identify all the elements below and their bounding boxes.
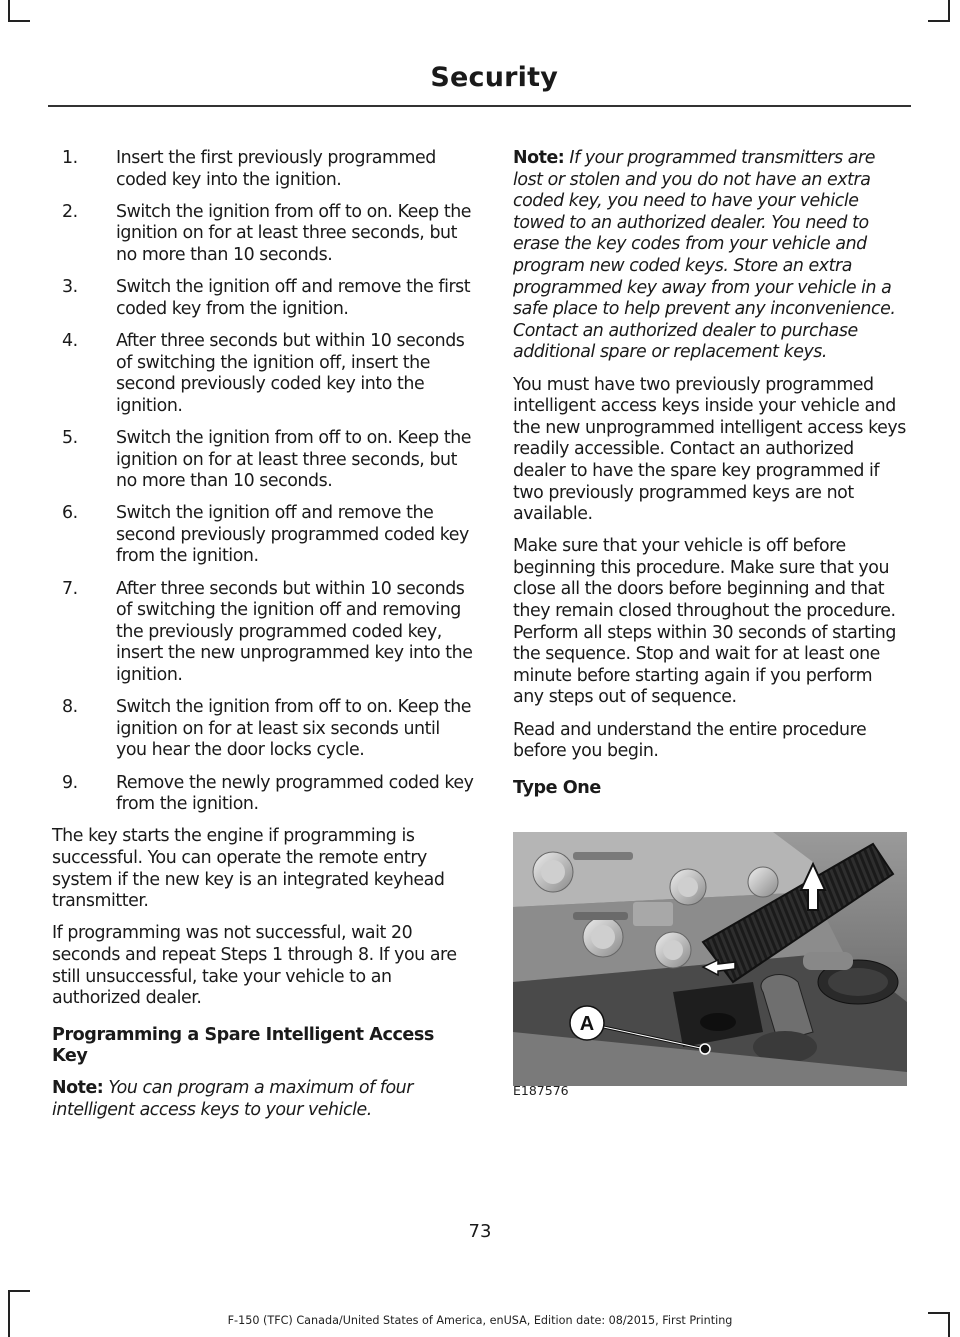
figure-code: E187576: [513, 1083, 569, 1098]
figure-console-illustration: [513, 832, 907, 1086]
step-text: Switch the ignition off and remove the second previously programmed coded key from the ignition.: [116, 503, 469, 567]
crop-mark: [948, 0, 950, 22]
crop-mark: [10, 1290, 30, 1292]
step-number: 4.: [62, 330, 78, 351]
note-label: Note:: [52, 1077, 104, 1098]
step-text: Remove the newly programmed coded key from the ignition.: [116, 772, 474, 815]
note-label: Note:: [513, 148, 565, 168]
header-divider: [48, 105, 911, 107]
list-item: [52, 773, 474, 816]
step-number: 3.: [62, 277, 78, 298]
success-paragraph: The key starts the engine if programming is successful. You can operate the remote entry system if the new key is an integrated keyhead transmitter.: [52, 826, 445, 912]
console-illustration: [513, 832, 907, 1086]
section-heading: Type One: [513, 777, 601, 798]
read-procedure-paragraph: Read and understand the entire procedure before you begin.: [513, 719, 867, 762]
requirements-paragraph: You must have two previously programmed intelligent access keys inside your vehicle and the new unprogrammed intelligent access keys readily accessible. Contact an authorized dealer to have the spare key programmed if two previously programmed keys are not available.: [513, 374, 906, 525]
note: [513, 148, 906, 364]
crop-mark: [928, 20, 948, 22]
note-text: If your programmed transmitters are lost or stolen and you do not have an extra coded key, you need to have your vehicle towed to an authorized dealer. You need to erase the key codes from your vehicle and program new coded keys. Store an extra programmed key away from your vehicle in a safe place to help prevent any inconvenience. Contact an authorized dealer to purchase additional spare or replacement keys.: [513, 148, 896, 363]
step-number: 2.: [62, 201, 78, 222]
list-item: [52, 428, 474, 493]
callout-a: [570, 1006, 604, 1040]
right-column: [513, 148, 906, 809]
failure-paragraph: If programming was not successful, wait 20 seconds and repeat Steps 1 through 8. If you are still unsuccessful, take your vehicle to an authorized dealer.: [52, 923, 457, 1009]
programming-steps-list: [52, 148, 474, 816]
callout-label: A: [579, 1013, 595, 1035]
step-number: 9.: [62, 772, 78, 793]
step-text: Switch the ignition from off to on. Keep the ignition on for at least six seconds until you hear the door locks cycle.: [116, 697, 472, 761]
step-text: Switch the ignition off and remove the first coded key from the ignition.: [116, 277, 471, 319]
step-number: 7.: [62, 578, 78, 599]
step-text: Switch the ignition from off to on. Keep the ignition on for at least three seconds, but no more than 10 seconds.: [116, 427, 472, 492]
preparation-paragraph: Make sure that your vehicle is off before beginning this procedure. Make sure that you close all the doors before beginning and that they remain closed throughout the procedure. Perform all steps within 30 seconds of starting the sequence. Stop and wait for at least one minute before starting again if you perform any steps out of sequence.: [513, 536, 896, 708]
list-item: [52, 503, 474, 568]
list-item: [52, 148, 474, 191]
step-number: 5.: [62, 427, 78, 448]
note-text: You can program a maximum of four intelligent access keys to your vehicle.: [52, 1077, 413, 1120]
left-column: [52, 148, 474, 1132]
step-number: 6.: [62, 503, 78, 524]
page-number: 73: [468, 1221, 492, 1242]
list-item: [52, 579, 474, 687]
step-text: Insert the first previously programmed coded key into the ignition.: [116, 148, 436, 190]
step-number: 1.: [62, 148, 78, 168]
section-heading: Programming a Spare Intelligent Access Key: [52, 1024, 434, 1067]
crop-mark: [10, 20, 30, 22]
list-item: [52, 697, 474, 762]
footer: F-150 (TFC) Canada/United States of America, enUSA, Edition date: 08/2015, First Printing: [227, 1314, 733, 1327]
note: [52, 1078, 474, 1121]
list-item: [52, 202, 474, 267]
list-item: [52, 331, 474, 417]
crop-mark: [8, 0, 10, 22]
step-text: After three seconds but within 10 seconds of switching the ignition off and removing the previously programmed coded key, insert the new unprogrammed key into the ignition.: [116, 578, 473, 686]
step-number: 8.: [62, 697, 78, 718]
step-text: Switch the ignition from off to on. Keep the ignition on for at least three seconds, but no more than 10 seconds.: [116, 201, 472, 265]
page-title: Security: [430, 62, 558, 93]
list-item: [52, 277, 474, 320]
step-text: After three seconds but within 10 seconds of switching the ignition off, insert the second previously coded key into the ignition.: [116, 330, 465, 416]
